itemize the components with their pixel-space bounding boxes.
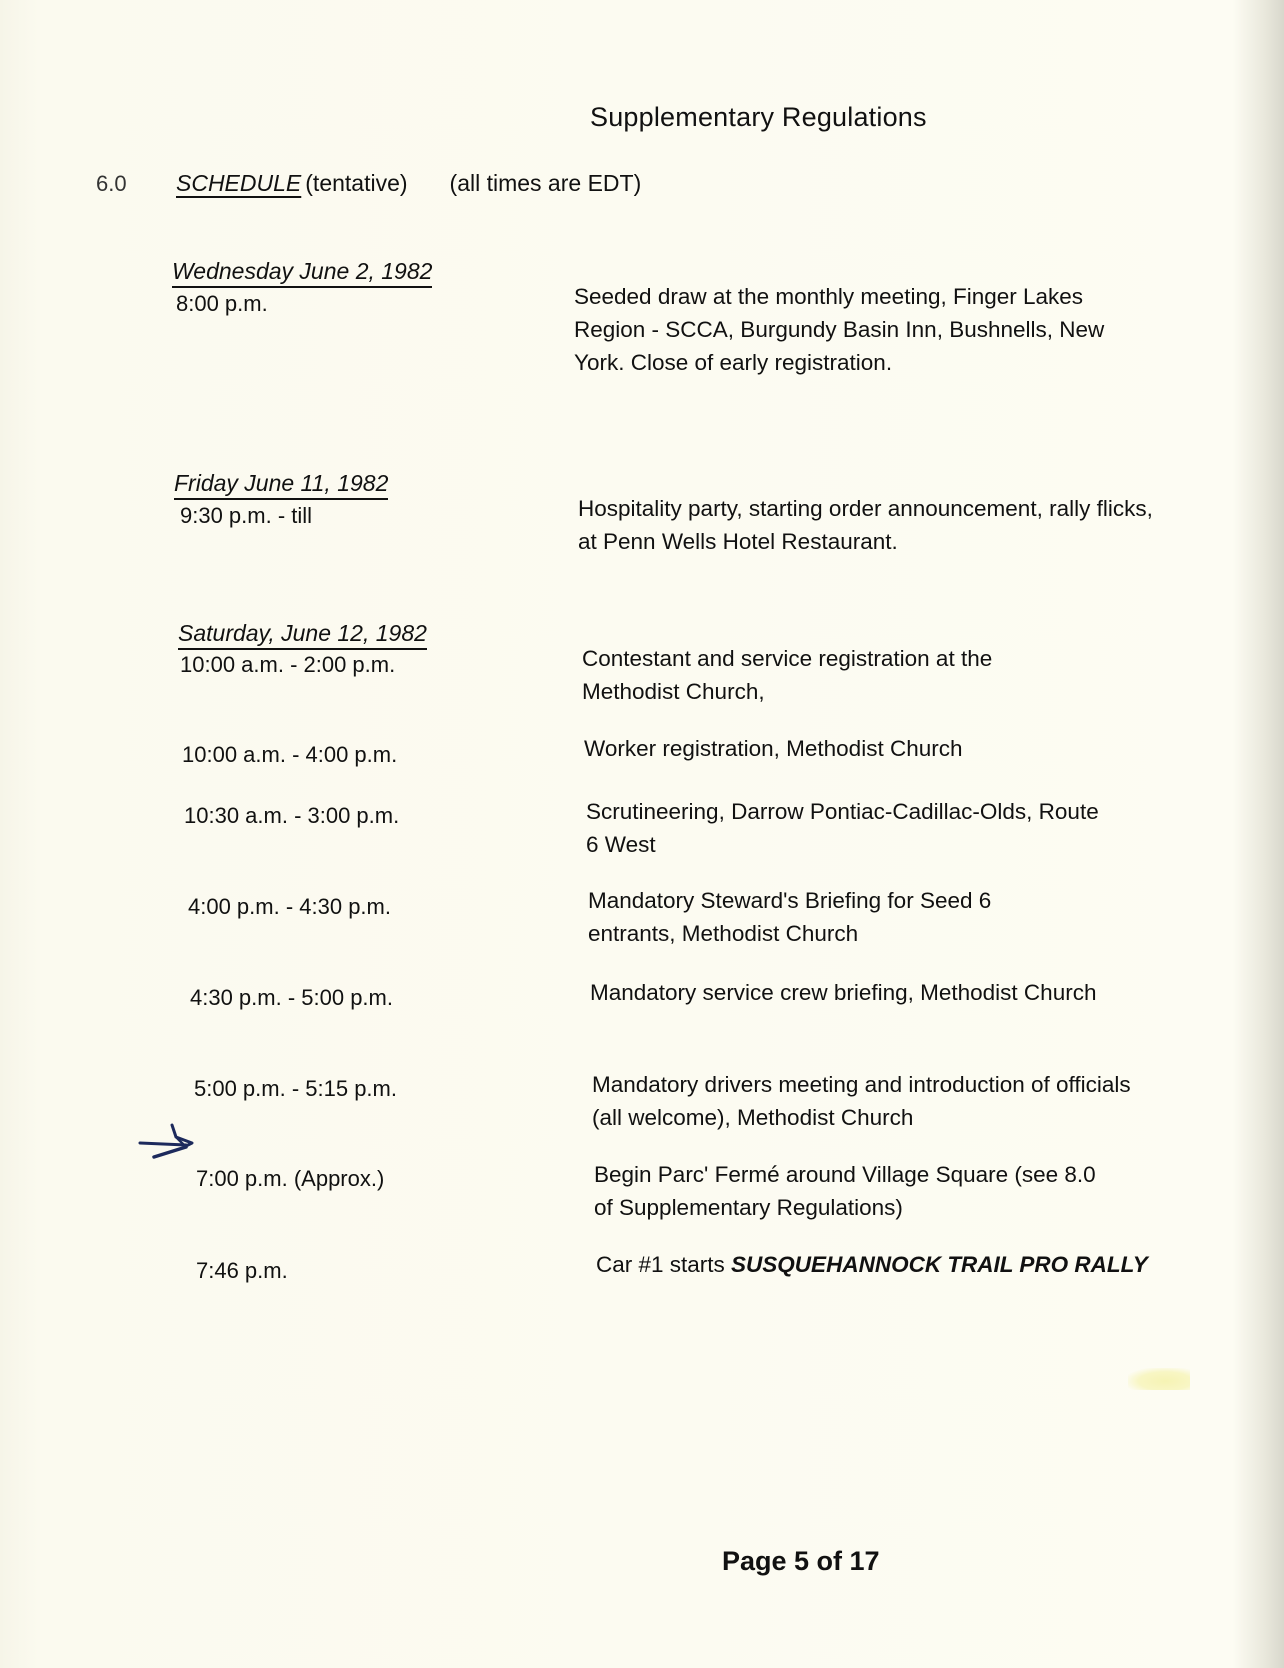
event-description: Contestant and service registration at the Methodist Church, xyxy=(582,646,993,704)
event-time: 10:30 a.m. - 3:00 p.m. xyxy=(184,803,400,828)
event-description: Hospitality party, starting order announcement, rally flicks, at Penn Wells Hotel Restaurant. xyxy=(578,496,1153,554)
event-description: Mandatory Steward's Briefing for Seed 6 entrants, Methodist Church xyxy=(588,888,992,946)
day-heading-saturday: Saturday, June 12, 1982 xyxy=(178,620,427,650)
event-time: 5:00 p.m. - 5:15 p.m. xyxy=(194,1076,397,1101)
page-number: Page 5 of 17 xyxy=(722,1546,880,1576)
page-title: Supplementary Regulations xyxy=(590,102,927,132)
timezone-note: (all times are EDT) xyxy=(449,170,642,196)
day-heading-wednesday: Wednesday June 2, 1982 xyxy=(172,258,432,288)
event-time: 7:00 p.m. (Approx.) xyxy=(196,1166,385,1191)
section-number: 6.0 xyxy=(96,171,127,196)
section-title: SCHEDULE xyxy=(176,170,302,196)
day-heading-friday: Friday June 11, 1982 xyxy=(174,470,388,500)
event-description xyxy=(596,1248,1216,1281)
event-time: 4:00 p.m. - 4:30 p.m. xyxy=(188,894,391,919)
event-time: 10:00 a.m. - 4:00 p.m. xyxy=(182,742,398,767)
event-description: Begin Parc' Fermé around Village Square (see 8.0 of Supplementary Regulations) xyxy=(594,1162,1096,1220)
section-heading xyxy=(96,170,641,197)
highlighter-smudge xyxy=(1128,1368,1190,1390)
event-time: 7:46 p.m. xyxy=(196,1258,288,1283)
event-description: Worker registration, Methodist Church xyxy=(584,736,963,761)
event-description-prefix: Car #1 starts xyxy=(596,1252,732,1277)
section-qualifier: (tentative) xyxy=(305,170,408,196)
event-time: 10:00 a.m. - 2:00 p.m. xyxy=(180,652,396,677)
event-description: Seeded draw at the monthly meeting, Finger Lakes Region - SCCA, Burgundy Basin Inn, Bushnells, New York. Close of early registration. xyxy=(574,284,1105,375)
handwritten-arrow-icon xyxy=(138,1123,196,1174)
event-time: 9:30 p.m. - till xyxy=(180,503,313,528)
event-time: 8:00 p.m. xyxy=(176,291,268,316)
event-description: Scrutineering, Darrow Pontiac-Cadillac-Olds, Route 6 West xyxy=(586,799,1099,857)
event-name-emphasis: SUSQUEHANNOCK TRAIL PRO RALLY xyxy=(731,1252,1148,1277)
event-time: 4:30 p.m. - 5:00 p.m. xyxy=(190,985,393,1010)
event-description: Mandatory service crew briefing, Methodist Church xyxy=(590,980,1097,1005)
event-description: Mandatory drivers meeting and introduction of officials (all welcome), Methodist Church xyxy=(592,1072,1131,1130)
